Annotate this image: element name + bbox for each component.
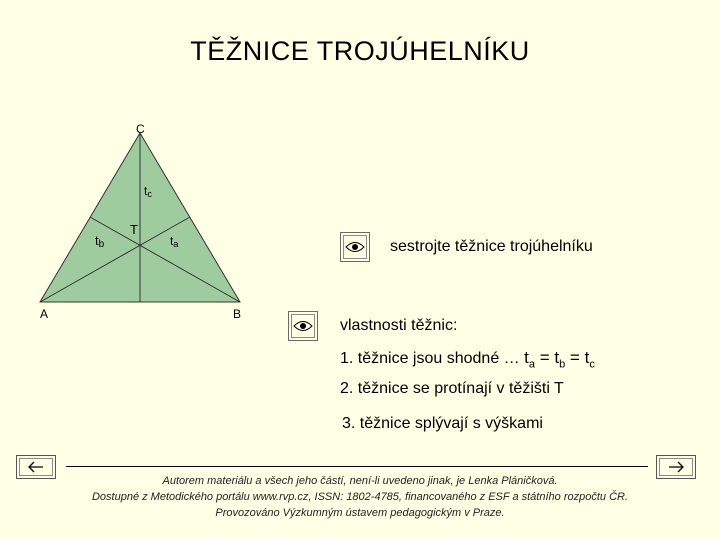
properties-heading: vlastnosti těžnic: (340, 317, 458, 334)
footer-line-3: Provozováno Výzkumným ústavem pedagogickým v Praze. (215, 507, 505, 519)
eye-icon (293, 319, 313, 333)
eye-icon (345, 240, 365, 254)
show-properties-button[interactable] (288, 311, 318, 341)
median-label-b: tb (95, 233, 105, 250)
page-title: TĚŽNICE TROJÚHELNÍKU (190, 36, 530, 66)
construct-medians-button[interactable] (340, 232, 370, 262)
median-label-c: tc (144, 184, 152, 199)
property-3: 3. těžnice splývají s výškami (342, 415, 543, 432)
footer-divider (66, 466, 648, 467)
property-1: 1. těžnice jsou shodné … $t_a = t_b = t_c$ (340, 348, 595, 371)
vertex-label-a: A (40, 307, 49, 321)
footer-line-2: Dostupné z Metodického portálu www.rvp.cz, ISSN: 1802-4785, financovaného z ESF a státního rozpočtu ČR. (91, 491, 629, 503)
arrow-left-icon (28, 461, 44, 473)
footer-credits (40, 473, 680, 521)
construct-medians-label: sestrojte těžnice trojúhelníku (390, 238, 593, 255)
median-label-a: ta (170, 234, 179, 249)
vertex-label-b: B (233, 307, 242, 321)
centroid-label: T (130, 222, 138, 237)
property-2: 2. těžnice se protínají v těžišti T (340, 380, 564, 397)
arrow-right-icon (668, 461, 684, 473)
footer-line-1: Autorem materiálu a všech jeho částí, není-li uvedeno jinak, je Lenka Pláničková. (162, 475, 558, 487)
vertex-label-c: C (136, 122, 145, 136)
